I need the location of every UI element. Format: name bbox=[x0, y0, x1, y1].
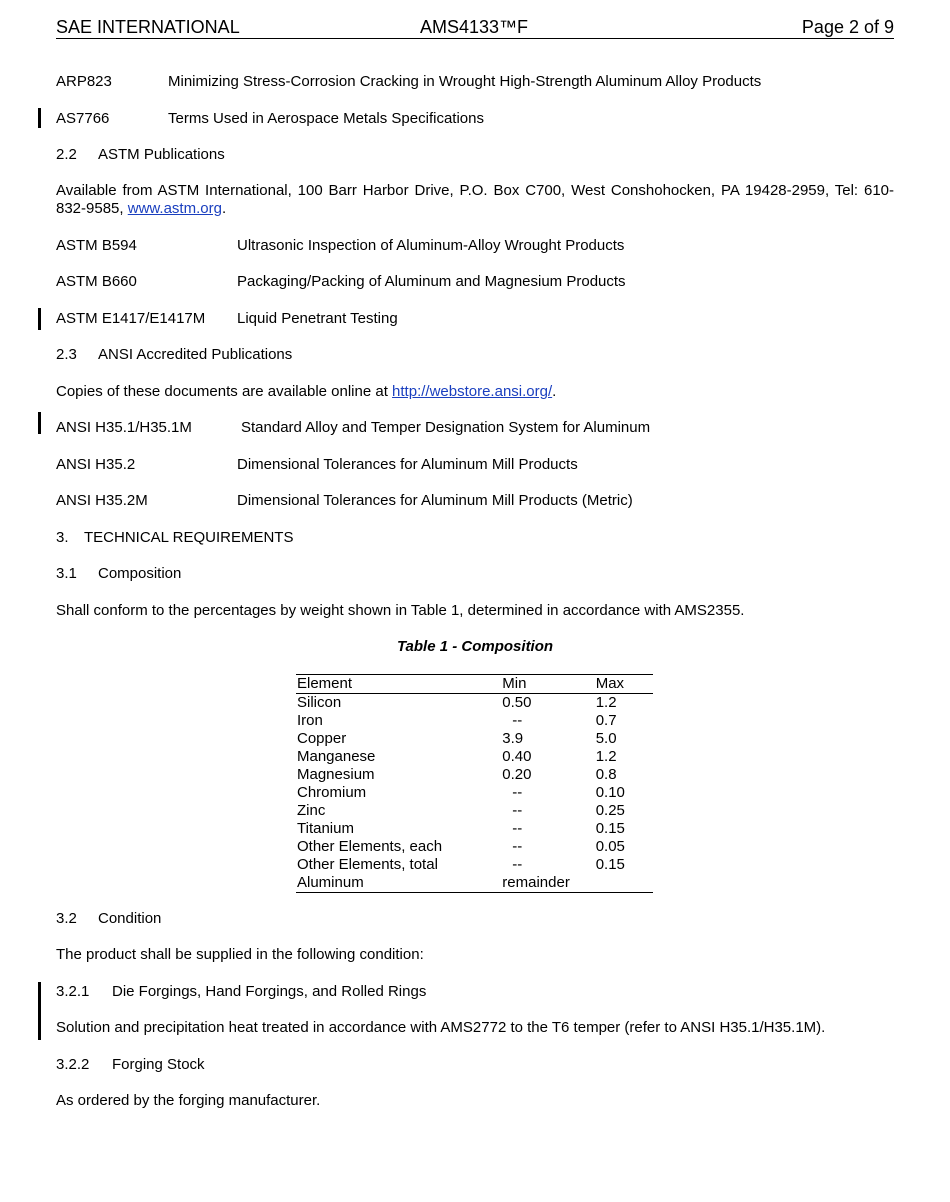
header-max: Max bbox=[595, 675, 625, 692]
ref-ansi-h35-1 bbox=[56, 419, 651, 437]
section-title: ASTM Publications bbox=[98, 146, 225, 163]
section-title: Die Forgings, Hand Forgings, and Rolled Rings bbox=[112, 983, 427, 1000]
section-number: 3.2.2 bbox=[56, 1056, 90, 1073]
section-2-3-heading bbox=[56, 346, 293, 364]
cell-element: Silicon bbox=[297, 694, 342, 711]
section-3-heading bbox=[56, 529, 294, 547]
cell-element: Zinc bbox=[297, 802, 326, 819]
cell-max: 0.8 bbox=[595, 766, 617, 783]
ref-code: ANSI H35.2 bbox=[56, 456, 136, 473]
ref-title: Dimensional Tolerances for Aluminum Mill Products (Metric) bbox=[237, 492, 633, 509]
ref-title: Liquid Penetrant Testing bbox=[237, 310, 398, 327]
section-number: 3. bbox=[56, 529, 69, 546]
section-title: Composition bbox=[98, 565, 182, 582]
header-page-number: Page 2 of 9 bbox=[801, 17, 894, 37]
composition-text: Shall conform to the percentages by weight shown in Table 1, determined in accordance with AMS2355. bbox=[56, 602, 745, 619]
table-row bbox=[296, 730, 653, 748]
revision-bar bbox=[38, 308, 41, 330]
table-row bbox=[296, 712, 653, 730]
ref-code: ASTM E1417/E1417M bbox=[56, 310, 206, 327]
table-row bbox=[296, 748, 653, 766]
table-row bbox=[296, 802, 653, 820]
header-doc-number: AMS4133™F bbox=[420, 17, 529, 37]
ref-ansi-h35-2m bbox=[56, 492, 633, 510]
cell-element: Other Elements, each bbox=[297, 838, 443, 855]
section-3-2-heading bbox=[56, 910, 162, 928]
cell-element: Titanium bbox=[297, 820, 354, 837]
ref-title: Packaging/Packing of Aluminum and Magnesium Products bbox=[237, 273, 626, 290]
ref-code: ASTM B594 bbox=[56, 237, 137, 254]
forging-stock-text: As ordered by the forging manufacturer. bbox=[56, 1092, 321, 1109]
cell-element: Aluminum bbox=[297, 874, 364, 891]
table-row bbox=[296, 856, 653, 874]
astm-link[interactable]: www.astm.org bbox=[127, 200, 222, 217]
cell-min: 0.50 bbox=[502, 694, 532, 711]
section-title: TECHNICAL REQUIREMENTS bbox=[84, 529, 294, 546]
cell-min: remainder bbox=[502, 874, 570, 891]
header-min: Min bbox=[502, 675, 527, 692]
header-element: Element bbox=[297, 675, 353, 692]
condition-text: The product shall be supplied in the following condition: bbox=[56, 946, 424, 963]
cell-element: Iron bbox=[297, 712, 323, 729]
cell-max: 0.05 bbox=[595, 838, 625, 855]
ansi-link[interactable]: http://webstore.ansi.org/ bbox=[392, 383, 553, 400]
ref-ansi-h35-2 bbox=[56, 456, 578, 474]
ref-code: ANSI H35.2M bbox=[56, 492, 148, 509]
ref-title: Minimizing Stress-Corrosion Cracking in Wrought High-Strength Aluminum Alloy Products bbox=[168, 73, 762, 90]
section-number: 2.3 bbox=[56, 346, 77, 363]
cell-max bbox=[596, 874, 653, 893]
ref-as7766 bbox=[56, 110, 484, 128]
table-caption: Table 1 - Composition bbox=[396, 638, 554, 655]
cell-min: -- bbox=[512, 712, 523, 729]
cell-max: 1.2 bbox=[595, 694, 617, 711]
ref-title: Terms Used in Aerospace Metals Specifications bbox=[168, 110, 484, 127]
cell-element: Manganese bbox=[297, 748, 376, 765]
ref-astm-b594 bbox=[56, 237, 625, 255]
cell-max: 5.0 bbox=[595, 730, 617, 747]
availability-text: Copies of these documents are available online at bbox=[56, 383, 393, 400]
revision-bar bbox=[38, 982, 41, 1040]
availability-text: Available from ASTM International, 100 Barr Harbor Drive, P.O. Box C700, West Conshohocken, PA 19428-2959, Tel: 610-832-9585, bbox=[56, 182, 894, 217]
header-org: SAE INTERNATIONAL bbox=[56, 17, 240, 37]
ref-astm-e1417 bbox=[56, 310, 398, 328]
cell-max: 0.15 bbox=[595, 820, 625, 837]
table-row bbox=[296, 694, 653, 713]
cell-min: -- bbox=[512, 802, 523, 819]
section-3-2-1-heading bbox=[56, 983, 427, 1001]
revision-bar bbox=[38, 412, 41, 434]
cell-min: 0.40 bbox=[502, 748, 532, 765]
astm-availability bbox=[56, 182, 894, 218]
ref-title: Standard Alloy and Temper Designation System for Aluminum bbox=[241, 419, 651, 436]
table-row bbox=[296, 820, 653, 838]
section-2-2-heading bbox=[56, 146, 225, 164]
cell-max: 0.7 bbox=[595, 712, 617, 729]
section-title: Forging Stock bbox=[112, 1056, 205, 1073]
table-header-row bbox=[296, 675, 653, 694]
cell-element: Other Elements, total bbox=[297, 856, 438, 873]
availability-end: . bbox=[552, 383, 557, 400]
table-row bbox=[296, 784, 653, 802]
cell-min: -- bbox=[512, 838, 523, 855]
section-3-2-2-heading bbox=[56, 1056, 205, 1074]
ref-title: Ultrasonic Inspection of Aluminum-Alloy Wrought Products bbox=[237, 237, 625, 254]
ref-title: Dimensional Tolerances for Aluminum Mill Products bbox=[237, 456, 578, 473]
section-title: Condition bbox=[98, 910, 162, 927]
section-3-1-heading bbox=[56, 565, 182, 583]
ref-code: ARP823 bbox=[56, 73, 112, 90]
cell-min: -- bbox=[512, 784, 523, 801]
cell-min: -- bbox=[512, 856, 523, 873]
composition-table bbox=[296, 674, 653, 893]
cell-min: 3.9 bbox=[502, 730, 524, 747]
cell-max: 1.2 bbox=[595, 748, 617, 765]
section-number: 2.2 bbox=[56, 146, 77, 163]
cell-element: Magnesium bbox=[297, 766, 375, 783]
ref-astm-b660 bbox=[56, 273, 626, 291]
cell-element: Chromium bbox=[297, 784, 367, 801]
table-row bbox=[296, 874, 653, 893]
ref-code: AS7766 bbox=[56, 110, 110, 127]
cell-element: Copper bbox=[297, 730, 347, 747]
section-title: ANSI Accredited Publications bbox=[98, 346, 293, 363]
page-header bbox=[56, 16, 894, 39]
table-row bbox=[296, 766, 653, 784]
cell-max: 0.15 bbox=[595, 856, 625, 873]
cell-max: 0.10 bbox=[595, 784, 625, 801]
cell-min: 0.20 bbox=[502, 766, 532, 783]
ansi-availability bbox=[56, 383, 894, 401]
section-number: 3.1 bbox=[56, 565, 77, 582]
revision-bar bbox=[38, 108, 41, 128]
cell-max: 0.25 bbox=[595, 802, 625, 819]
cell-min: -- bbox=[512, 820, 523, 837]
section-number: 3.2 bbox=[56, 910, 77, 927]
availability-end: . bbox=[221, 200, 227, 217]
table-row bbox=[296, 838, 653, 856]
ref-code: ASTM B660 bbox=[56, 273, 137, 290]
heat-treat-text: Solution and precipitation heat treated in accordance with AMS2772 to the T6 temper (refer to ANSI H35.1/H35.1M). bbox=[56, 1019, 826, 1036]
ref-arp823 bbox=[56, 73, 762, 91]
section-number: 3.2.1 bbox=[56, 983, 90, 1000]
ref-code: ANSI H35.1/H35.1M bbox=[56, 419, 192, 436]
